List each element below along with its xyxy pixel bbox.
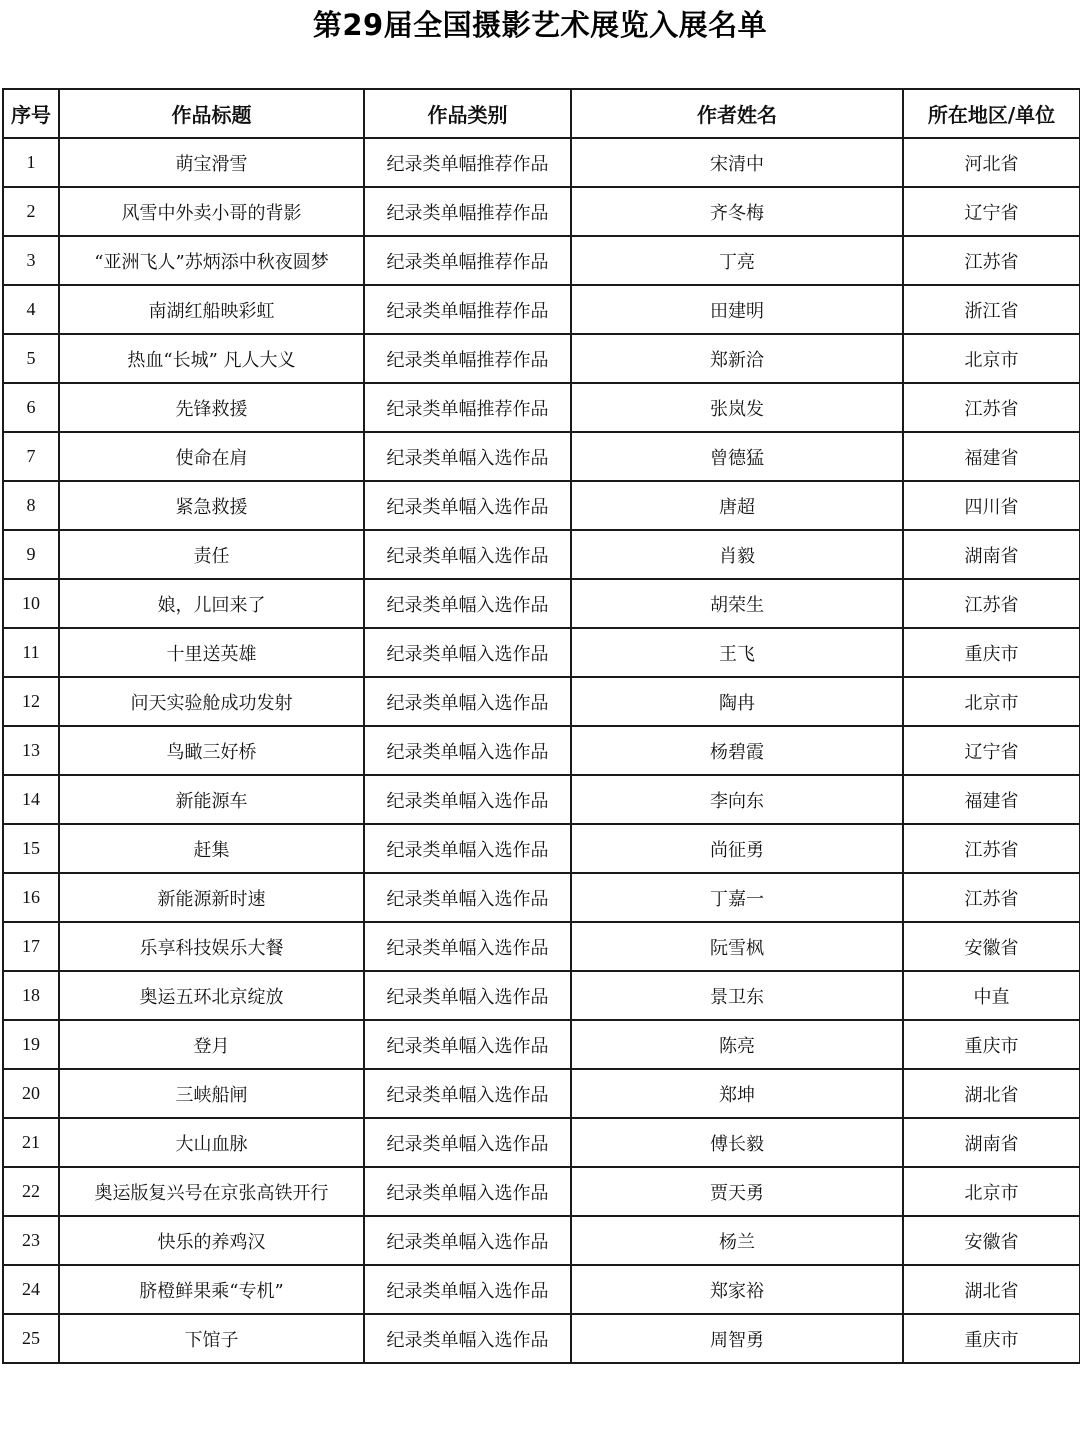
cell-region-unit: 江苏省 <box>903 236 1080 285</box>
cell-author-name: 阮雪枫 <box>571 922 903 971</box>
cell-region-unit: 湖南省 <box>903 530 1080 579</box>
table-row <box>3 1314 1080 1363</box>
cell-work-category: 纪录类单幅推荐作品 <box>364 236 571 285</box>
cell-serial-number: 6 <box>3 383 59 432</box>
table-row <box>3 383 1080 432</box>
cell-work-title: 萌宝滑雪 <box>59 138 364 187</box>
cell-region-unit: 重庆市 <box>903 1314 1080 1363</box>
cell-region-unit: 河北省 <box>903 138 1080 187</box>
cell-work-category: 纪录类单幅推荐作品 <box>364 138 571 187</box>
cell-author-name: 曾德猛 <box>571 432 903 481</box>
cell-serial-number: 11 <box>3 628 59 677</box>
cell-author-name: 贾天勇 <box>571 1167 903 1216</box>
cell-work-category: 纪录类单幅入选作品 <box>364 1216 571 1265</box>
cell-work-title: 问天实验舱成功发射 <box>59 677 364 726</box>
cell-work-category: 纪录类单幅入选作品 <box>364 579 571 628</box>
cell-work-category: 纪录类单幅入选作品 <box>364 1314 571 1363</box>
cell-work-category: 纪录类单幅入选作品 <box>364 628 571 677</box>
cell-work-category: 纪录类单幅推荐作品 <box>364 383 571 432</box>
cell-work-category: 纪录类单幅入选作品 <box>364 677 571 726</box>
table-row <box>3 432 1080 481</box>
cell-work-category: 纪录类单幅推荐作品 <box>364 187 571 236</box>
cell-work-category: 纪录类单幅入选作品 <box>364 1265 571 1314</box>
table-row <box>3 236 1080 285</box>
cell-serial-number: 17 <box>3 922 59 971</box>
cell-author-name: 张岚发 <box>571 383 903 432</box>
cell-work-title: “亚洲飞人”苏炳添中秋夜圆梦 <box>59 236 364 285</box>
table-row <box>3 775 1080 824</box>
cell-serial-number: 16 <box>3 873 59 922</box>
cell-region-unit: 北京市 <box>903 1167 1080 1216</box>
cell-work-title: 登月 <box>59 1020 364 1069</box>
table-body <box>3 138 1080 1363</box>
cell-author-name: 尚征勇 <box>571 824 903 873</box>
cell-author-name: 丁亮 <box>571 236 903 285</box>
cell-work-category: 纪录类单幅推荐作品 <box>364 334 571 383</box>
cell-author-name: 田建明 <box>571 285 903 334</box>
cell-work-category: 纪录类单幅入选作品 <box>364 873 571 922</box>
cell-author-name: 王飞 <box>571 628 903 677</box>
table-row <box>3 1216 1080 1265</box>
cell-author-name: 周智勇 <box>571 1314 903 1363</box>
cell-author-name: 郑新洽 <box>571 334 903 383</box>
header-region-unit: 所在地区/单位 <box>903 89 1080 138</box>
cell-author-name: 宋清中 <box>571 138 903 187</box>
cell-serial-number: 15 <box>3 824 59 873</box>
cell-serial-number: 13 <box>3 726 59 775</box>
cell-author-name: 陈亮 <box>571 1020 903 1069</box>
cell-region-unit: 安徽省 <box>903 1216 1080 1265</box>
cell-serial-number: 7 <box>3 432 59 481</box>
cell-author-name: 李向东 <box>571 775 903 824</box>
table-row <box>3 1265 1080 1314</box>
cell-work-category: 纪录类单幅入选作品 <box>364 1167 571 1216</box>
cell-region-unit: 北京市 <box>903 334 1080 383</box>
cell-region-unit: 辽宁省 <box>903 726 1080 775</box>
cell-region-unit: 湖北省 <box>903 1069 1080 1118</box>
cell-serial-number: 4 <box>3 285 59 334</box>
header-author-name: 作者姓名 <box>571 89 903 138</box>
cell-work-title: 脐橙鲜果乘“专机” <box>59 1265 364 1314</box>
cell-serial-number: 18 <box>3 971 59 1020</box>
cell-author-name: 杨兰 <box>571 1216 903 1265</box>
cell-author-name: 郑家裕 <box>571 1265 903 1314</box>
table-row <box>3 628 1080 677</box>
cell-author-name: 胡荣生 <box>571 579 903 628</box>
cell-serial-number: 2 <box>3 187 59 236</box>
table-row <box>3 481 1080 530</box>
cell-serial-number: 24 <box>3 1265 59 1314</box>
cell-work-title: 赶集 <box>59 824 364 873</box>
cell-work-category: 纪录类单幅入选作品 <box>364 922 571 971</box>
table-row <box>3 187 1080 236</box>
cell-work-title: 热血“长城” 凡人大义 <box>59 334 364 383</box>
cell-author-name: 唐超 <box>571 481 903 530</box>
cell-work-category: 纪录类单幅入选作品 <box>364 1118 571 1167</box>
cell-author-name: 肖毅 <box>571 530 903 579</box>
cell-work-category: 纪录类单幅入选作品 <box>364 1020 571 1069</box>
cell-serial-number: 23 <box>3 1216 59 1265</box>
cell-work-title: 使命在肩 <box>59 432 364 481</box>
cell-region-unit: 重庆市 <box>903 1020 1080 1069</box>
cell-author-name: 齐冬梅 <box>571 187 903 236</box>
header-serial-number: 序号 <box>3 89 59 138</box>
cell-serial-number: 9 <box>3 530 59 579</box>
cell-work-title: 下馆子 <box>59 1314 364 1363</box>
header-row <box>3 89 1080 138</box>
table-row <box>3 285 1080 334</box>
cell-work-category: 纪录类单幅入选作品 <box>364 775 571 824</box>
exhibition-roster-table <box>2 88 1080 1364</box>
cell-region-unit: 浙江省 <box>903 285 1080 334</box>
cell-work-category: 纪录类单幅入选作品 <box>364 726 571 775</box>
cell-region-unit: 四川省 <box>903 481 1080 530</box>
table-row <box>3 138 1080 187</box>
cell-serial-number: 8 <box>3 481 59 530</box>
cell-work-category: 纪录类单幅入选作品 <box>364 1069 571 1118</box>
cell-serial-number: 20 <box>3 1069 59 1118</box>
cell-author-name: 丁嘉一 <box>571 873 903 922</box>
cell-author-name: 郑坤 <box>571 1069 903 1118</box>
table-row <box>3 677 1080 726</box>
header-work-category: 作品类别 <box>364 89 571 138</box>
table-row <box>3 334 1080 383</box>
cell-region-unit: 江苏省 <box>903 873 1080 922</box>
cell-region-unit: 福建省 <box>903 775 1080 824</box>
cell-region-unit: 湖南省 <box>903 1118 1080 1167</box>
cell-author-name: 陶冉 <box>571 677 903 726</box>
cell-author-name: 傅长毅 <box>571 1118 903 1167</box>
cell-serial-number: 1 <box>3 138 59 187</box>
page-title: 第29届全国摄影艺术展览入展名单 <box>312 8 768 42</box>
cell-serial-number: 19 <box>3 1020 59 1069</box>
cell-serial-number: 3 <box>3 236 59 285</box>
cell-serial-number: 14 <box>3 775 59 824</box>
cell-work-title: 奥运版复兴号在京张高铁开行 <box>59 1167 364 1216</box>
cell-work-title: 十里送英雄 <box>59 628 364 677</box>
cell-serial-number: 21 <box>3 1118 59 1167</box>
cell-work-title: 娘，儿回来了 <box>59 579 364 628</box>
cell-work-title: 奥运五环北京绽放 <box>59 971 364 1020</box>
cell-work-title: 鸟瞰三好桥 <box>59 726 364 775</box>
table-row <box>3 971 1080 1020</box>
table-row <box>3 530 1080 579</box>
cell-region-unit: 北京市 <box>903 677 1080 726</box>
cell-work-category: 纪录类单幅入选作品 <box>364 971 571 1020</box>
cell-work-category: 纪录类单幅入选作品 <box>364 481 571 530</box>
table-row <box>3 1118 1080 1167</box>
cell-work-category: 纪录类单幅入选作品 <box>364 432 571 481</box>
table-row <box>3 726 1080 775</box>
cell-work-title: 先锋救援 <box>59 383 364 432</box>
cell-work-category: 纪录类单幅入选作品 <box>364 824 571 873</box>
cell-author-name: 杨碧霞 <box>571 726 903 775</box>
header-work-title: 作品标题 <box>59 89 364 138</box>
table-header <box>3 89 1080 138</box>
cell-region-unit: 江苏省 <box>903 579 1080 628</box>
cell-work-title: 快乐的养鸡汉 <box>59 1216 364 1265</box>
cell-work-title: 乐享科技娱乐大餐 <box>59 922 364 971</box>
cell-serial-number: 25 <box>3 1314 59 1363</box>
cell-work-title: 紧急救援 <box>59 481 364 530</box>
table-row <box>3 579 1080 628</box>
cell-author-name: 景卫东 <box>571 971 903 1020</box>
table-row <box>3 1020 1080 1069</box>
cell-region-unit: 江苏省 <box>903 824 1080 873</box>
cell-work-title: 责任 <box>59 530 364 579</box>
cell-region-unit: 湖北省 <box>903 1265 1080 1314</box>
table-row <box>3 873 1080 922</box>
cell-work-title: 新能源车 <box>59 775 364 824</box>
cell-work-title: 新能源新时速 <box>59 873 364 922</box>
table-row <box>3 1167 1080 1216</box>
cell-region-unit: 江苏省 <box>903 383 1080 432</box>
cell-work-title: 风雪中外卖小哥的背影 <box>59 187 364 236</box>
cell-serial-number: 10 <box>3 579 59 628</box>
table-row <box>3 1069 1080 1118</box>
cell-serial-number: 12 <box>3 677 59 726</box>
cell-region-unit: 重庆市 <box>903 628 1080 677</box>
cell-region-unit: 福建省 <box>903 432 1080 481</box>
cell-work-title: 南湖红船映彩虹 <box>59 285 364 334</box>
cell-region-unit: 辽宁省 <box>903 187 1080 236</box>
cell-work-category: 纪录类单幅推荐作品 <box>364 285 571 334</box>
table-row <box>3 922 1080 971</box>
table-row <box>3 824 1080 873</box>
cell-serial-number: 22 <box>3 1167 59 1216</box>
cell-work-title: 大山血脉 <box>59 1118 364 1167</box>
cell-serial-number: 5 <box>3 334 59 383</box>
cell-work-category: 纪录类单幅入选作品 <box>364 530 571 579</box>
cell-region-unit: 中直 <box>903 971 1080 1020</box>
cell-region-unit: 安徽省 <box>903 922 1080 971</box>
cell-work-title: 三峡船闸 <box>59 1069 364 1118</box>
